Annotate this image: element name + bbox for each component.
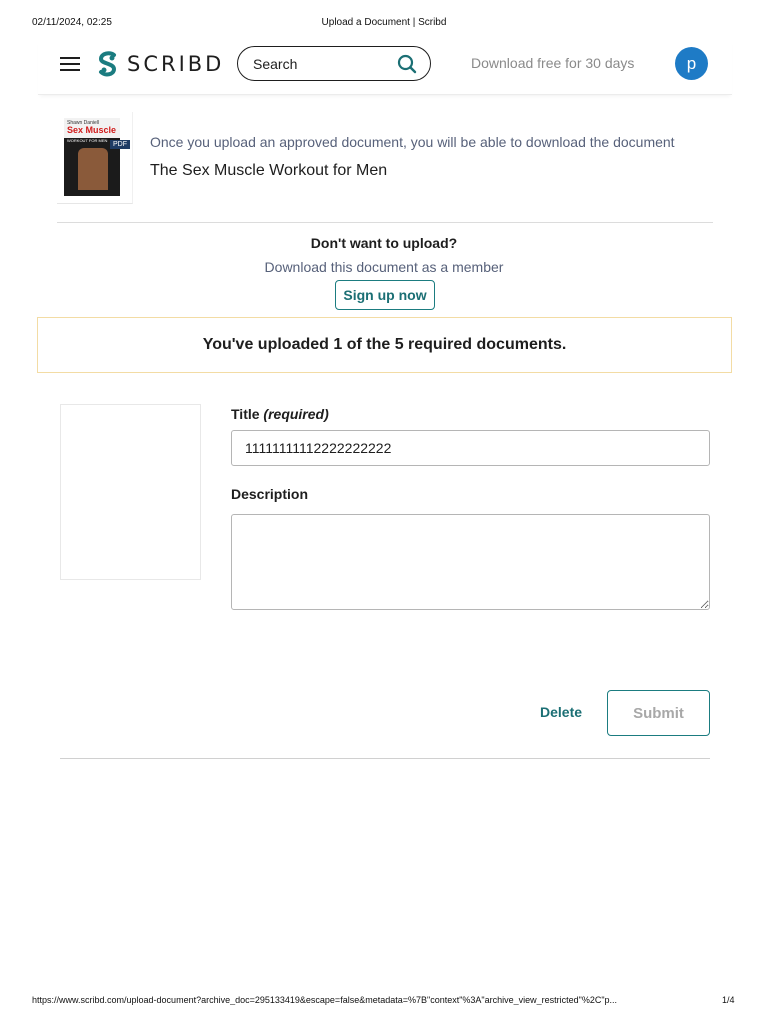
print-page-number: 1/4	[722, 995, 735, 1005]
title-label	[231, 406, 329, 422]
required-marker: (required)	[263, 406, 329, 422]
sign-up-button[interactable]: Sign up now	[335, 280, 435, 310]
title-input[interactable]	[231, 430, 710, 466]
description-label: Description	[231, 486, 309, 502]
cover-subtitle: WORKOUT FOR MEN	[67, 138, 108, 143]
alternative-heading: Don't want to upload?	[310, 235, 458, 251]
free-trial-link[interactable]: Download free for 30 days	[471, 55, 635, 71]
upload-preview-box	[60, 404, 201, 580]
alternative-subtext: Download this document as a member	[264, 259, 504, 275]
submit-button[interactable]: Submit	[607, 690, 710, 736]
delete-button[interactable]: Delete	[540, 704, 583, 720]
pdf-badge: PDF	[110, 140, 130, 149]
divider	[60, 758, 710, 759]
print-date: 02/11/2024, 02:25	[32, 17, 112, 28]
search-box[interactable]	[237, 46, 431, 81]
scribd-logo-icon	[97, 51, 119, 77]
logo-wordmark: SCRIBD	[127, 52, 225, 76]
print-page-title: Upload a Document | Scribd	[321, 17, 447, 28]
description-textarea[interactable]	[231, 514, 710, 610]
title-label-text: Title	[231, 406, 260, 422]
cover-author: Shawn Daniell	[67, 120, 99, 126]
divider	[57, 222, 713, 223]
user-avatar[interactable]: p	[675, 47, 708, 80]
search-input[interactable]: Search	[253, 56, 298, 72]
search-icon[interactable]	[397, 54, 417, 79]
menu-icon[interactable]	[60, 57, 80, 71]
cover-title: Sex Muscle	[67, 125, 117, 135]
print-url: https://www.scribd.com/upload-document?archive_doc=295133419&escape=false&metadata=%7B"context"%3A"archive_view_restricted"%2C"p...	[32, 995, 618, 1005]
upload-info-text: Once you upload an approved document, you will be able to download the document	[150, 134, 675, 150]
book-cover-image	[64, 118, 120, 196]
document-thumbnail[interactable]	[57, 112, 133, 204]
document-title: The Sex Muscle Workout for Men	[150, 162, 388, 179]
upload-progress-notice: You've uploaded 1 of the 5 required documents.	[37, 317, 732, 373]
scribd-logo[interactable]	[97, 51, 224, 77]
